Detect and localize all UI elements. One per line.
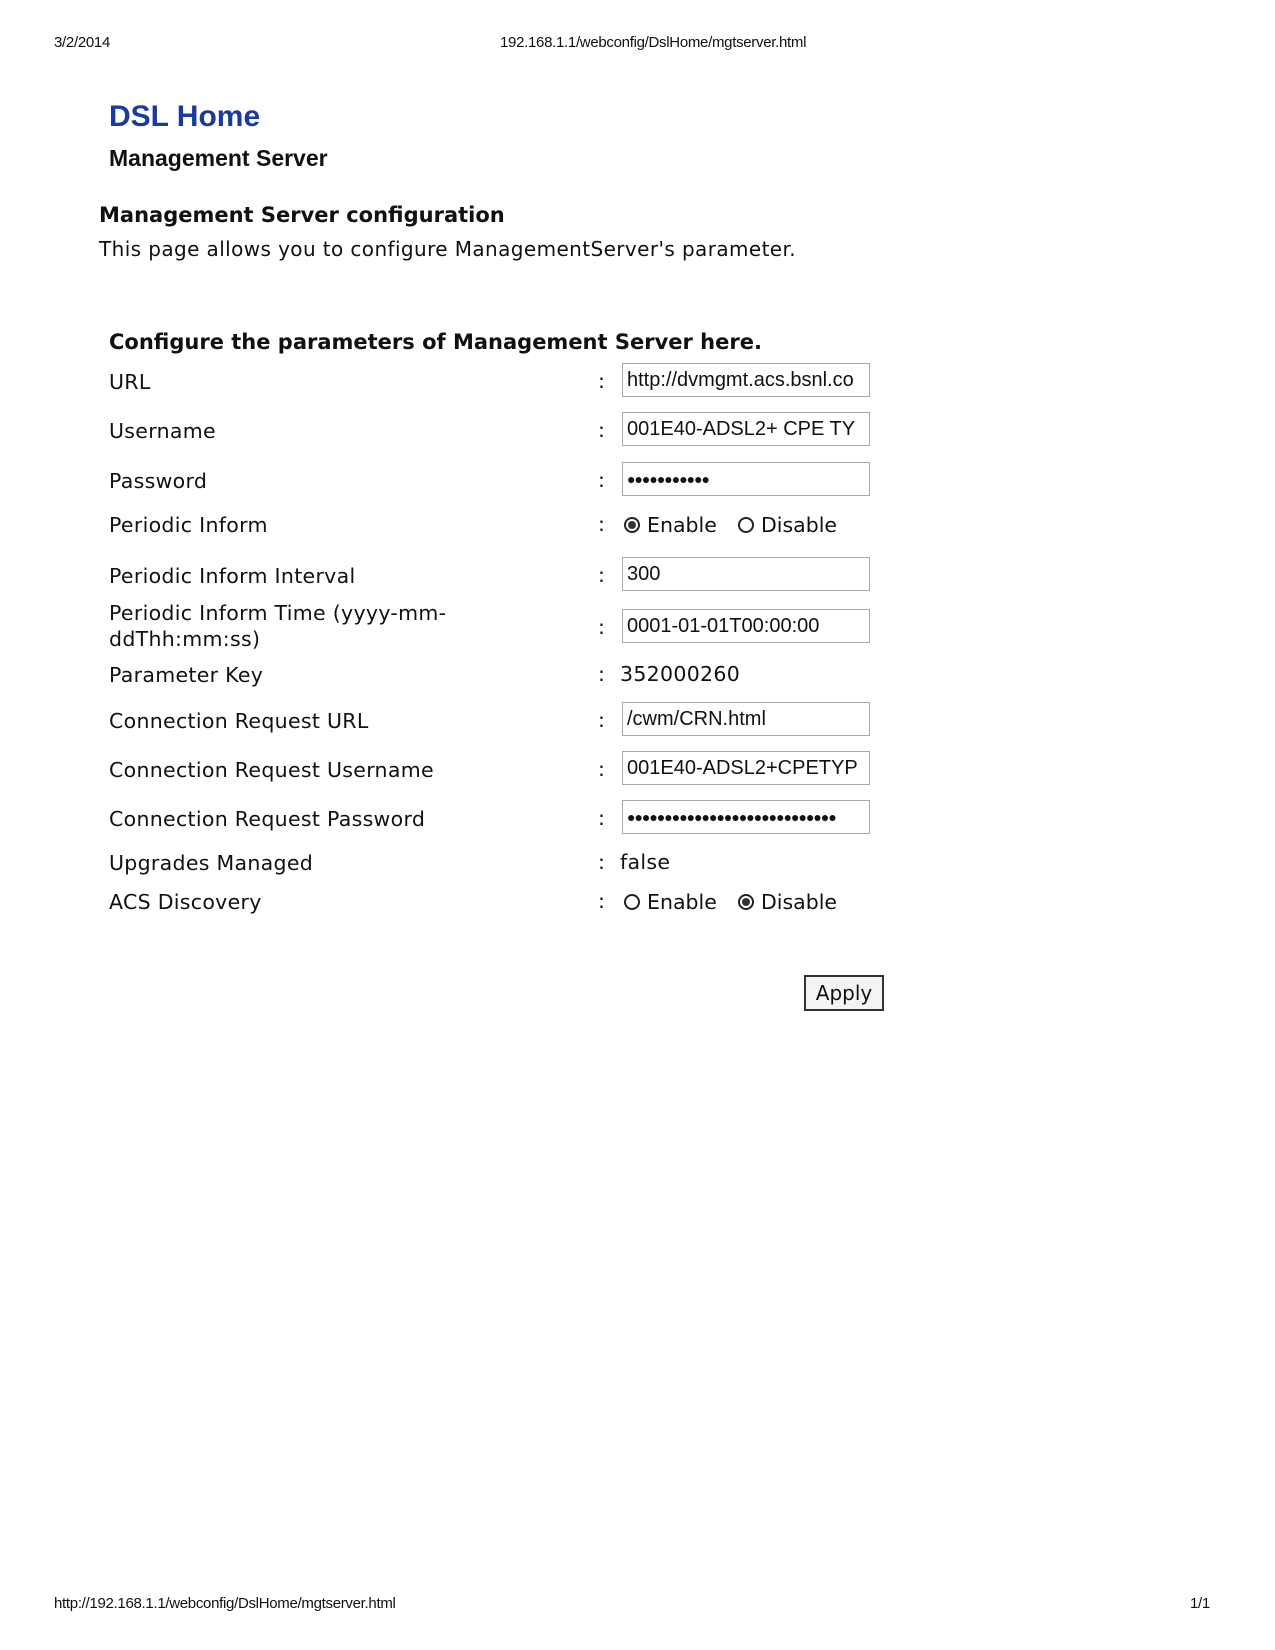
footer-page-number: 1/1 [1190, 1595, 1210, 1612]
periodic-time-label [109, 600, 446, 652]
form-heading: Configure the parameters of Management Server here. [109, 330, 762, 354]
footer-url: http://192.168.1.1/webconfig/DslHome/mgtserver.html [54, 1595, 396, 1612]
separator: : [598, 512, 605, 536]
upgrades-managed-label: Upgrades Managed [109, 851, 314, 875]
periodic-time-input[interactable]: 0001-01-01T00:00:00 [622, 609, 870, 643]
page-subtitle: Management Server [109, 145, 328, 171]
parameter-key-value: 352000260 [620, 662, 741, 686]
conn-req-password-label: Connection Request Password [109, 807, 426, 831]
separator: : [598, 615, 605, 639]
acs-discovery-label: ACS Discovery [109, 890, 262, 914]
password-label: Password [109, 469, 208, 493]
periodic-inform-disable-radio[interactable] [738, 513, 837, 537]
radio-label: Enable [647, 890, 717, 914]
apply-button[interactable]: Apply [804, 975, 884, 1011]
separator: : [598, 662, 605, 686]
separator: : [598, 889, 605, 913]
page-title: DSL Home [109, 100, 261, 133]
section-description: This page allows you to configure ManagementServer's parameter. [99, 237, 797, 261]
password-input[interactable]: ●●●●●●●●●●● [622, 462, 870, 496]
print-date: 3/2/2014 [54, 34, 110, 51]
label-line: Periodic Inform Time (yyyy-mm- [109, 601, 447, 625]
periodic-inform-label: Periodic Inform [109, 513, 268, 537]
separator: : [598, 418, 605, 442]
url-input[interactable]: http://dvmgmt.acs.bsnl.co [622, 363, 870, 397]
radio-label: Disable [761, 513, 838, 537]
acs-discovery-enable-radio[interactable] [624, 890, 717, 914]
conn-req-url-label: Connection Request URL [109, 709, 369, 733]
separator: : [598, 563, 605, 587]
separator: : [598, 369, 605, 393]
url-label: URL [109, 370, 151, 394]
separator: : [598, 708, 605, 732]
separator: : [598, 806, 605, 830]
separator: : [598, 468, 605, 492]
username-label: Username [109, 419, 216, 443]
conn-req-url-input[interactable]: /cwm/CRN.html [622, 702, 870, 736]
section-heading: Management Server configuration [99, 203, 505, 227]
radio-icon [738, 894, 754, 910]
print-url: 192.168.1.1/webconfig/DslHome/mgtserver.html [500, 34, 807, 51]
acs-discovery-disable-radio[interactable] [738, 890, 837, 914]
radio-icon [624, 894, 640, 910]
radio-icon [738, 517, 754, 533]
periodic-inform-enable-radio[interactable] [624, 513, 717, 537]
separator: : [598, 850, 605, 874]
parameter-key-label: Parameter Key [109, 663, 264, 687]
radio-icon [624, 517, 640, 533]
separator: : [598, 757, 605, 781]
periodic-interval-label: Periodic Inform Interval [109, 564, 356, 588]
radio-label: Disable [761, 890, 838, 914]
periodic-interval-input[interactable]: 300 [622, 557, 870, 591]
label-line: ddThh:mm:ss) [109, 627, 261, 651]
conn-req-username-input[interactable]: 001E40-ADSL2+CPETYP [622, 751, 870, 785]
upgrades-managed-value: false [620, 850, 671, 874]
radio-label: Enable [647, 513, 717, 537]
conn-req-password-input[interactable]: ●●●●●●●●●●●●●●●●●●●●●●●●●●●● [622, 800, 870, 834]
conn-req-username-label: Connection Request Username [109, 758, 434, 782]
username-input[interactable]: 001E40-ADSL2+ CPE TY [622, 412, 870, 446]
